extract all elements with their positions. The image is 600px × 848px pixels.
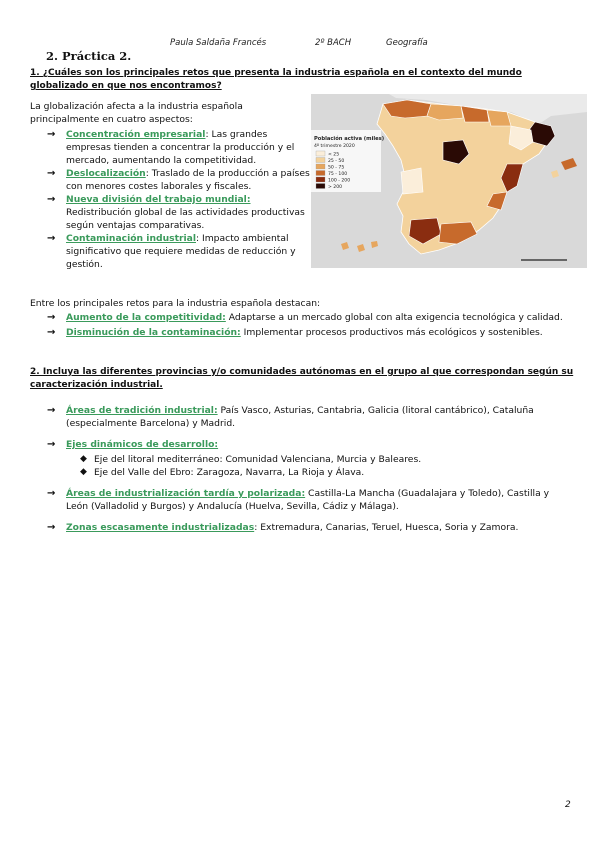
list-item: → Contaminación industrial: Impacto ambiental significativo que requiere medidas de reducción y gestión. bbox=[47, 232, 312, 271]
area-term: Áreas de industrialización tardía y polarizada: bbox=[66, 488, 306, 499]
challenge-term: Disminución de la contaminación: bbox=[66, 327, 241, 338]
aspect-term: Concentración empresarial bbox=[66, 129, 206, 140]
list-item: → Concentración empresarial: Las grandes empresas tienden a concentrar la producción y el mercado, aumentando la competitividad. bbox=[47, 128, 312, 167]
section-title: 2. Práctica 2. bbox=[46, 49, 132, 63]
spain-choropleth-map bbox=[311, 94, 587, 268]
question-1-title: 1. ¿Cuáles son los principales retos que presenta la industria española en el contexto del mundo globalizado en que nos encontramos? bbox=[30, 68, 522, 91]
legend-swatch bbox=[316, 184, 325, 189]
header-course: 2º BACH bbox=[315, 38, 352, 48]
legend-swatch bbox=[316, 164, 325, 169]
legend-swatch bbox=[316, 171, 325, 176]
legend-swatch bbox=[316, 177, 325, 182]
challenge-term: Aumento de la competitividad: bbox=[66, 312, 226, 323]
legend-label: 100 - 200 bbox=[328, 178, 351, 184]
legend-label: > 200 bbox=[328, 184, 343, 190]
sub-list-item: ◆ Eje del Valle del Ebro: Zaragoza, Navarra, La Rioja y Álava. bbox=[80, 466, 572, 479]
legend-label: 50 - 75 bbox=[328, 165, 345, 171]
areas-list bbox=[47, 404, 572, 534]
area-term: Áreas de tradición industrial: bbox=[66, 405, 218, 416]
area-term: Ejes dinámicos de desarrollo: bbox=[66, 439, 219, 450]
challenges-list bbox=[47, 311, 567, 339]
page-number: 2 bbox=[565, 800, 571, 810]
legend-swatch bbox=[316, 151, 325, 156]
area-term: Zonas escasamente industrializadas bbox=[66, 522, 255, 533]
header-subject: Geografía bbox=[386, 38, 428, 48]
list-item: → Deslocalización: Traslado de la producción a países con menores costes laborales y fiscales. bbox=[47, 167, 312, 193]
aspect-term: Nueva división del trabajo mundial: bbox=[66, 194, 251, 205]
list-item: → Nueva división del trabajo mundial: Redistribución global de las actividades productivas según ventajas comparativas. bbox=[47, 193, 312, 232]
list-item bbox=[47, 438, 572, 479]
list-item: → Áreas de tradición industrial: País Vasco, Asturias, Cantabria, Galicia (litoral cantábrico), Cataluña (especialmente Barcelona) y Madrid. bbox=[47, 404, 572, 430]
legend-label: 25 - 50 bbox=[328, 158, 345, 164]
list-item: → Zonas escasamente industrializadas: Extremadura, Canarias, Teruel, Huesca, Soria y Zamora. bbox=[47, 521, 572, 534]
challenges-intro: Entre los principales retos para la industria española destacan: bbox=[30, 298, 321, 309]
aspect-term: Deslocalización bbox=[66, 168, 146, 179]
map-legend-title: Población activa (miles) bbox=[314, 136, 385, 142]
legend-label: < 25 bbox=[328, 152, 340, 158]
legend-swatch bbox=[316, 158, 325, 163]
list-item: → Disminución de la contaminación: Implementar procesos productivos más ecológicos y sostenibles. bbox=[47, 326, 567, 339]
sub-list-item: ◆ Eje del litoral mediterráneo: Comunidad Valenciana, Murcia y Baleares. bbox=[80, 453, 572, 466]
map-legend-subtitle: 4º trimestre 2020 bbox=[314, 144, 355, 149]
list-item: → Áreas de industrialización tardía y polarizada: Castilla-La Mancha (Guadalajara y Toledo), Castilla y León (Valladolid y Burgos) y Andalucía (Huelva, Sevilla, Cádiz y Málaga). bbox=[47, 487, 572, 513]
question-2-title: 2. Incluya las diferentes provincias y/o comunidades autónomas en el grupo al que correspondan según su caracterización industrial. bbox=[30, 367, 574, 390]
legend-label: 75 - 100 bbox=[328, 171, 348, 177]
list-item: → Aumento de la competitividad: Adaptarse a un mercado global con alta exigencia tecnológica y calidad. bbox=[47, 311, 567, 324]
axis-sublist bbox=[66, 453, 572, 479]
aspects-list bbox=[47, 128, 312, 271]
header-author: Paula Saldaña Francés bbox=[170, 38, 267, 48]
aspect-term: Contaminación industrial bbox=[66, 233, 196, 244]
q1-intro: La globalización afecta a la industria española principalmente en cuatro aspectos: bbox=[30, 101, 243, 125]
